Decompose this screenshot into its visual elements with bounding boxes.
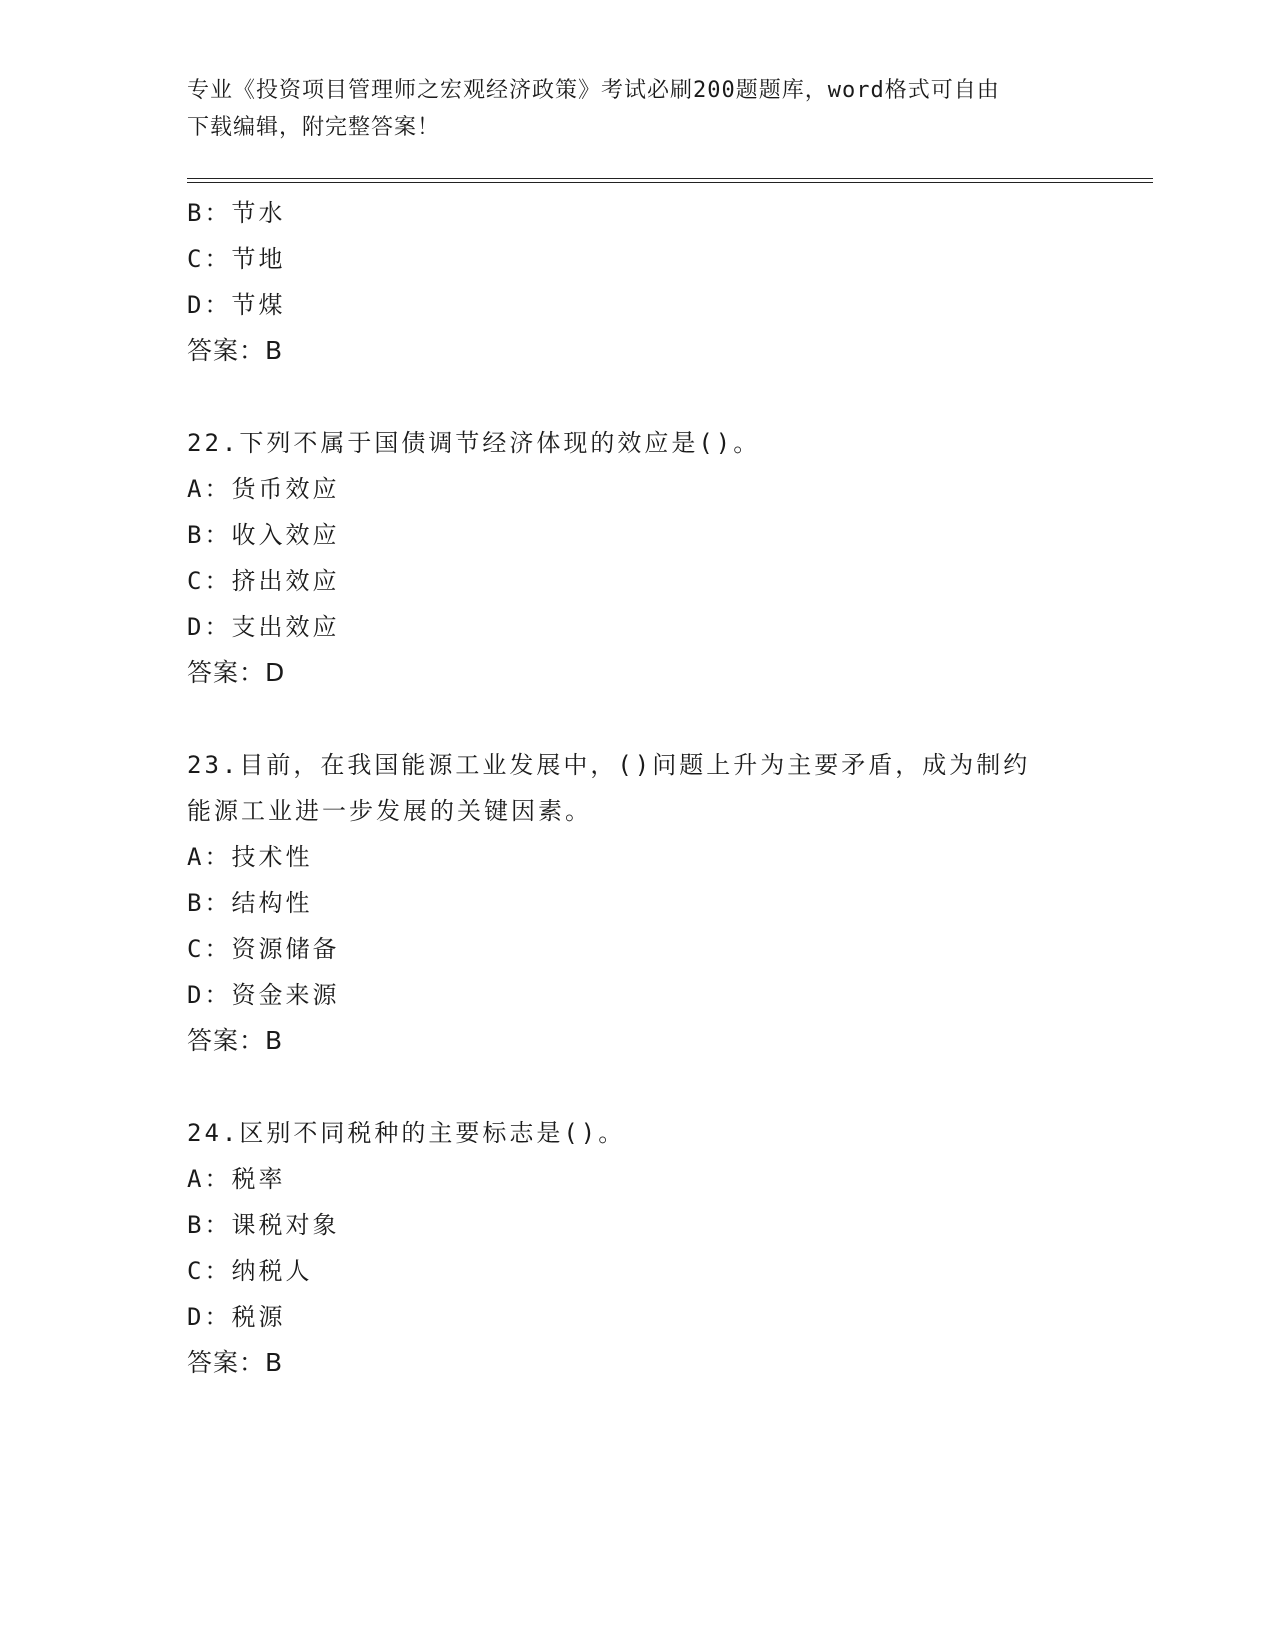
question-content [187, 190, 1087, 1386]
header-line-1: 专业《投资项目管理师之宏观经济政策》考试必刷200题题库，word格式可自由 [187, 78, 1000, 103]
question-block-23 [187, 742, 1087, 1064]
question-text-continued: 能源工业进一步发展的关键因素。 [187, 797, 592, 825]
answer-line: 答案：D [187, 658, 286, 687]
option-c: C：纳税人 [187, 1257, 313, 1285]
answer-line: 答案：B [187, 1348, 284, 1377]
spacer [187, 374, 1087, 420]
header-divider [187, 178, 1153, 179]
option-b: B：结构性 [187, 889, 313, 917]
spacer [187, 1064, 1087, 1110]
question-text: 23.目前，在我国能源工业发展中，()问题上升为主要矛盾，成为制约 [187, 751, 1031, 779]
page-header [187, 72, 1087, 146]
answer-line: 答案：B [187, 1026, 284, 1055]
option-d: D：节煤 [187, 291, 286, 319]
option-c: C：挤出效应 [187, 567, 340, 595]
question-text: 24.区别不同税种的主要标志是()。 [187, 1119, 626, 1147]
option-a: A：货币效应 [187, 475, 340, 503]
spacer [187, 696, 1087, 742]
header-line-2: 下载编辑，附完整答案！ [187, 115, 441, 140]
question-block-22 [187, 420, 1087, 696]
option-d: D：税源 [187, 1303, 286, 1331]
option-d: D：支出效应 [187, 613, 340, 641]
answer-line: 答案：B [187, 336, 284, 365]
header-divider-second [187, 182, 1153, 183]
option-a: A：技术性 [187, 843, 313, 871]
option-b: B：节水 [187, 199, 286, 227]
option-d: D：资金来源 [187, 981, 340, 1009]
option-a: A：税率 [187, 1165, 286, 1193]
option-c: C：资源储备 [187, 935, 340, 963]
question-block-24 [187, 1110, 1087, 1386]
option-c: C：节地 [187, 245, 286, 273]
question-text: 22.下列不属于国债调节经济体现的效应是()。 [187, 429, 761, 457]
question-block-21-continued [187, 190, 1087, 374]
option-b: B：收入效应 [187, 521, 340, 549]
option-b: B：课税对象 [187, 1211, 340, 1239]
